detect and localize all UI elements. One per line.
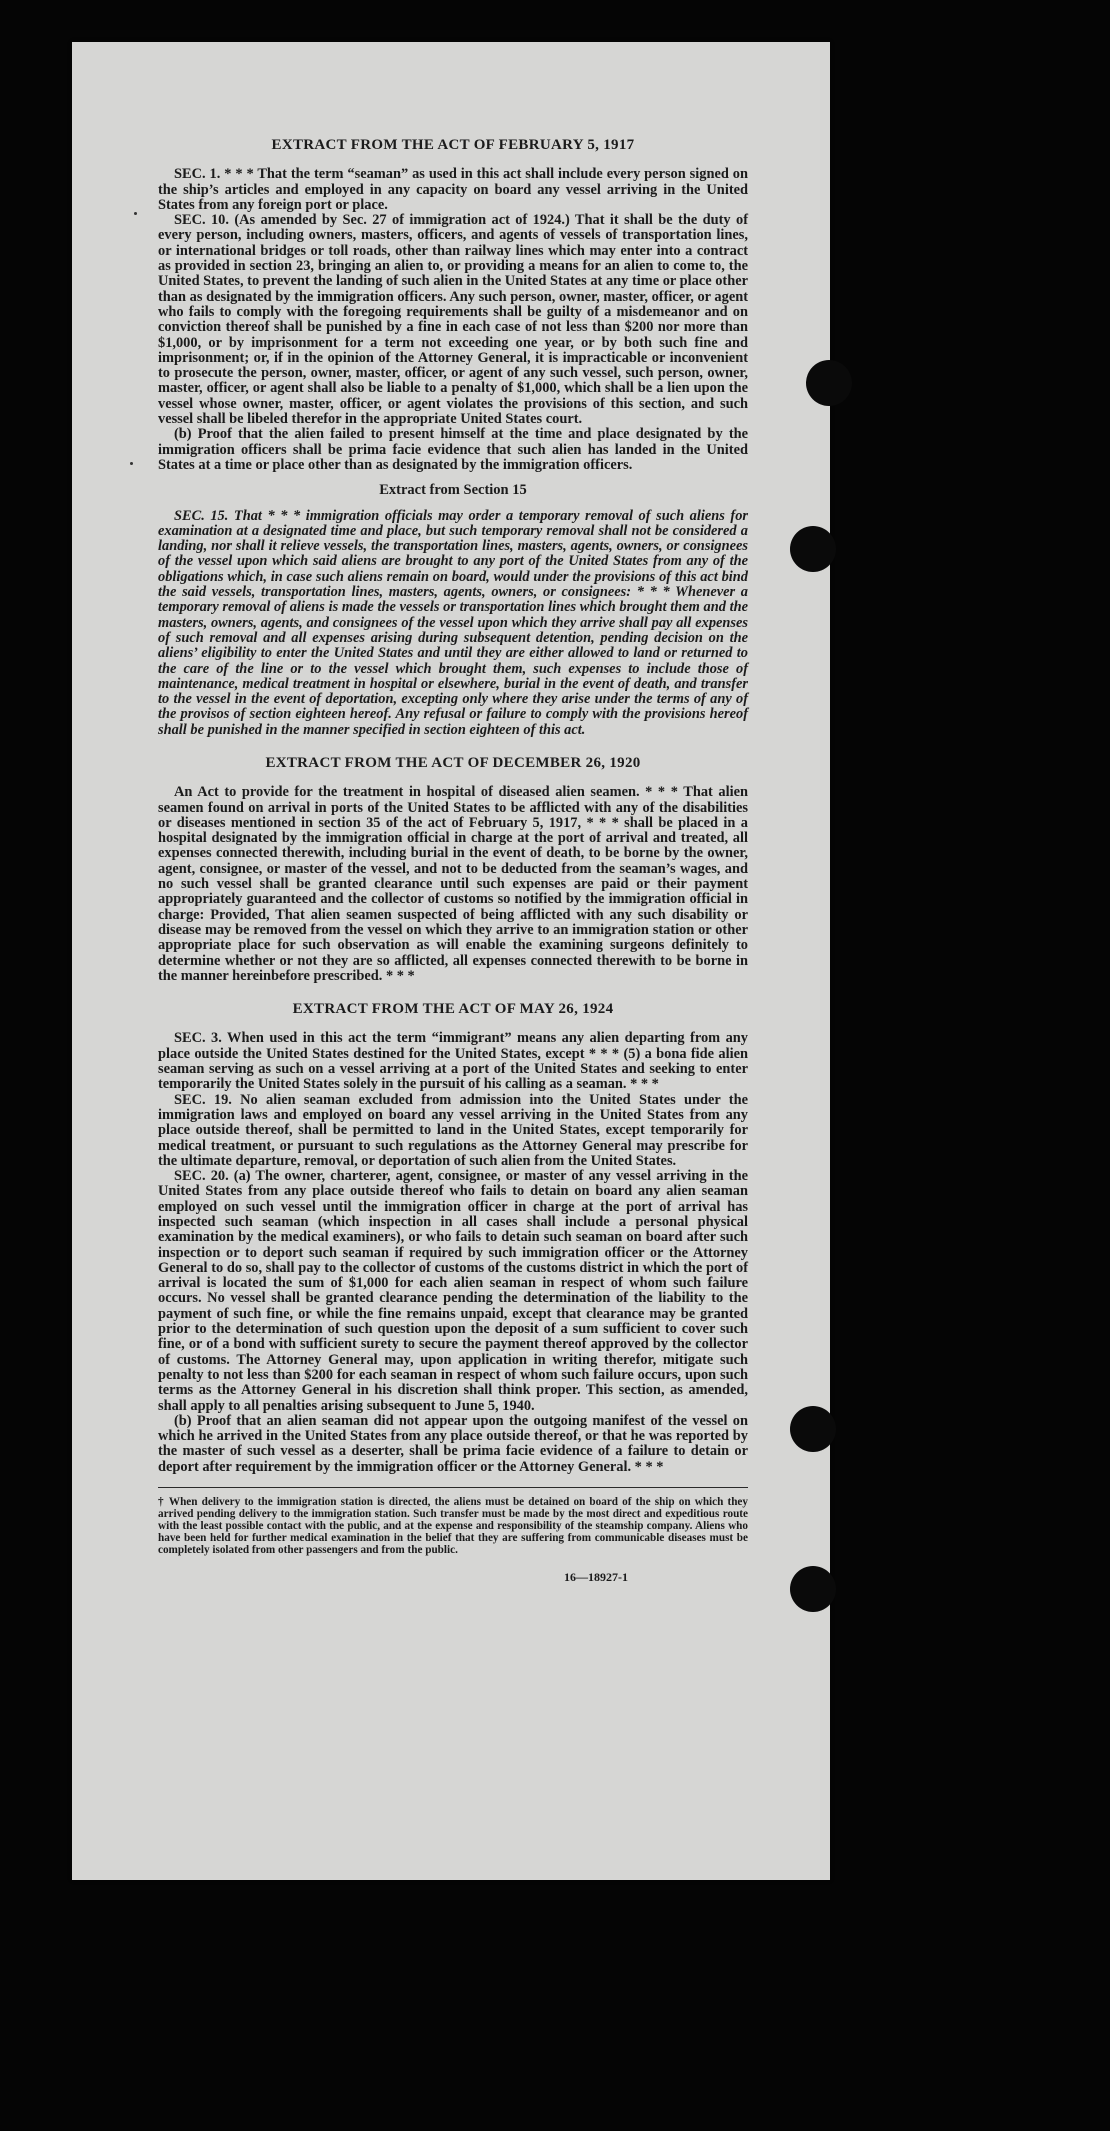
paragraph-sec-20: SEC. 20. (a) The owner, charterer, agent, consignee, or master of any vessel arriving in the United States from any place outside thereof who fails to detain on board any alien seaman employed on such vessel until the immigration officer in charge at the port of arrival has inspected such seaman (which inspection in all cases shall include a personal physical examination by the medical examiners), or who fails to detain such seaman on board after such inspection or to deport such seaman if required by such immigration officer or the Attorney General to do so, shall pay to the collector of customs of the customs district in which the port of arrival is located the sum of $1,000 for each alien seaman in respect of whom such failure occurs. No vessel shall be granted clearance pending the determination of the liability to the payment of such fine, or while the fine remains unpaid, except that clearance may be granted prior to the determination of such question upon the deposit of a sum sufficient to cover such fine, or of a bond with sufficient surety to secure the payment thereof approved by the collector of customs. The Attorney General may, upon application in writing therefor, mitigate such penalty to not less than $200 for each seaman in respect of whom such failure occurs, upon such terms as the Attorney General in his discretion shall think proper. This section, as amended, shall apply to all penalties arising subsequent to June 5, 1940. [158,1168,748,1414]
paragraph-sec-19: SEC. 19. No alien seaman excluded from admission into the United States under the immigration laws and employed on board any vessel arriving in the United States from any place outside thereof, shall be permitted to land in the United States, except temporarily for medical treatment, or pursuant to such regulations as the Attorney General may prescribe for the ultimate departure, removal, or deportation of such alien from the United States. [158,1091,748,1169]
paragraph-sec-20-b: (b) Proof that an alien seaman did not appear upon the outgoing manifest of the vessel on which he arrived in the United States from any place outside thereof, or that he was reported by the master of such vessel as a deserter, shall be prima facie evidence of a failure to detain or deport after requirement by the immigration officer or the Attorney General. * * * [158,1412,748,1475]
paragraph-sec-1: SEC. 1. * * * That the term “seaman” as used in this act shall include every person signed on the ship’s articles and employed in any capacity on board any vessel arriving in the United States from any foreign port or place. [158,166,748,213]
heading-act-1924: EXTRACT FROM THE ACT OF MAY 26, 1924 [292,1001,614,1018]
punch-hole [806,360,852,406]
paper-speck [134,212,137,215]
paragraph-sec-3: SEC. 3. When used in this act the term “immigrant” means any alien departing from any place outside the United States destined for the United States, except * * * (5) a bona fide alien seaman serving as such on a vessel arriving at a port of the United States and seeking to enter temporarily the United States solely in the pursuit of his calling as a seaman. * * * [158,1030,748,1093]
punch-hole [790,1566,836,1612]
heading-act-1917: EXTRACT FROM THE ACT OF FEBRUARY 5, 1917 [271,137,635,153]
heading-act-1920: EXTRACT FROM THE ACT OF DECEMBER 26, 1920 [265,754,641,771]
paper-speck [130,462,133,465]
paragraph-sec-10: SEC. 10. (As amended by Sec. 27 of immigration act of 1924.) That it shall be the duty of every person, including owners, masters, officers, and agents of vessels of transportation lines, or international bridges or toll roads, other than railway lines which may enter into a contract as provided in section 23, bringing an alien to, or providing a means for an alien to come to, the United States, to prevent the landing of such alien in the United States at any time or place other than as designated by the immigration officers. Any such person, owner, master, officer, or agent who fails to comply with the foregoing requirements shall be guilty of a misdemeanor and on conviction thereof shall be punished by a fine in each case of not less than $200 nor more than $1,000, or by imprisonment for a term not exceeding one year, or by both such fine and imprisonment; or, if in the opinion of the Attorney General, it is impracticable or inconvenient to prosecute the person, owner, master, officer, or agent of any such vessel, such person, owner, master, officer, or agent shall also be liable to a penalty of $1,000, which shall be a lien upon the vessel whose owner, master, officer, or agent violates the provisions of this section, and such vessel shall be libeled therefor in the appropriate United States court. [158,212,748,428]
paragraph-act-1920: An Act to provide for the treatment in hospital of diseased alien seamen. * * * That alien seamen found on arrival in ports of the United States to be afflicted with any of the disabilities or diseases mentioned in section 35 of the act of February 5, 1917, * * * shall be placed in a hospital designated by the immigration official in charge at the port of arrival and treated, all expenses connected therewith, including burial in the event of death, to be borne by the owner, agent, consignee, or master of the vessel, and not to be deducted from the seaman’s wages, and no such vessel shall be granted clearance until such expenses are paid or their payment appropriately guaranteed and the collector of customs so notified by the immigration official in charge: Provided, That alien seamen suspected of being afflicted with any such disability or disease may be removed from the vessel on which they arrive to an immigration station or other appropriate place for such observation as will enable the examining surgeons definitely to determine whether or not they are so afflicted, all expenses connected therewith to be borne in the manner hereinbefore prescribed. * * * [158,784,748,984]
paragraph-sec-15: SEC. 15. That * * * immigration officials may order a temporary removal of such aliens for examination at a designated time and place, but such temporary removal shall not be considered a landing, nor shall it relieve vessels, the transportation lines, masters, agents, owners, or consignees of the vessel upon which said aliens are brought to any port of the United States from any of the obligations which, in case such aliens remain on board, would under the provisions of this act bind the said vessels, transportation lines, masters, agents, owners, or consignees: * * * Whenever a temporary removal of aliens is made the vessels or transportation lines which brought them and the masters, owners, agents, and consignees of the vessel upon which they arrive shall pay all expenses of such removal and all expenses arising during subsequent detention, pending decision on the aliens’ eligibility to enter the United States and until they are either allowed to land or returned to the care of the line or to the vessel which brought them, such expenses to include those of maintenance, medical treatment in hospital or elsewhere, burial in the event of death, and transfer to the vessel in the event of deportation, excepting only where they arise under the terms of any of the provisos of section eighteen hereof. Any refusal or failure to comply with the provisions hereof shall be punished in the manner specified in section eighteen of this act. [158,507,748,738]
document-page [72,42,830,1880]
punch-hole [790,526,836,572]
document-number: 16—18927-1 [564,1570,628,1585]
subheading-section-15: Extract from Section 15 [379,482,527,499]
document-body [158,132,748,1585]
punch-hole [790,1406,836,1452]
footnote: † When delivery to the immigration station is directed, the aliens must be detained on board of the ship on which they arrived pending delivery to the immigration station. Such transfer must be made by the most direct and expeditious route with the least possible contact with the public, and at the expense and responsibility of the steamship company. Aliens who have been held for further medical examination in the belief that they are suffering from communicable diseases must be completely isolated from other passengers and from the public. [158,1487,748,1556]
paragraph-sec-10-b: (b) Proof that the alien failed to present himself at the time and place designated by the immigration officers shall be prima facie evidence that such alien has landed in the United States at a time or place other than as designated by the immigration officers. [158,426,748,473]
